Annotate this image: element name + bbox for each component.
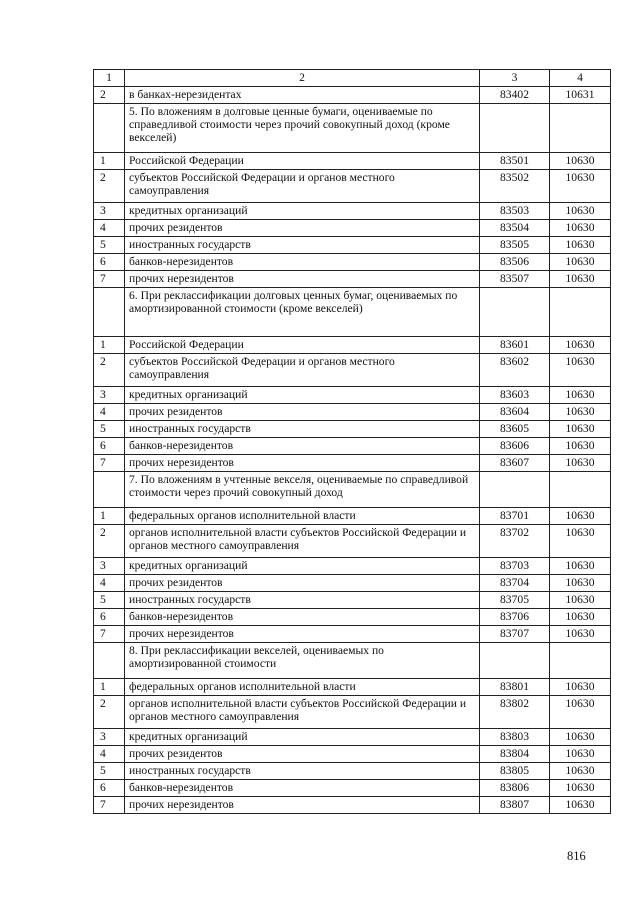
row-description: прочих резидентов xyxy=(125,404,480,421)
code-value: 10630 xyxy=(550,220,611,237)
row-description: кредитных организаций xyxy=(125,203,480,220)
account-number xyxy=(480,104,550,153)
row-description: Российской Федерации xyxy=(125,337,480,354)
header-col-1: 1 xyxy=(94,70,125,87)
table-row xyxy=(94,220,611,237)
code-value: 10630 xyxy=(550,337,611,354)
row-description: иностранных государств xyxy=(125,421,480,438)
table-header-row xyxy=(94,70,611,87)
row-description: 7. По вложениям в учтенные векселя, оцениваемые по справедливой стоимости через прочий совокупный доход xyxy=(125,472,480,508)
account-number: 83801 xyxy=(480,679,550,696)
code-value: 10630 xyxy=(550,508,611,525)
account-number: 83502 xyxy=(480,170,550,203)
row-number xyxy=(94,288,125,337)
row-description: кредитных организаций xyxy=(125,387,480,404)
account-number: 83506 xyxy=(480,254,550,271)
account-number: 83704 xyxy=(480,575,550,592)
code-value: 10630 xyxy=(550,404,611,421)
account-number: 83601 xyxy=(480,337,550,354)
table-row xyxy=(94,696,611,729)
row-number: 6 xyxy=(94,254,125,271)
account-number: 83604 xyxy=(480,404,550,421)
code-value: 10630 xyxy=(550,170,611,203)
account-number: 83803 xyxy=(480,729,550,746)
table-row xyxy=(94,609,611,626)
account-number: 83607 xyxy=(480,455,550,472)
row-number: 5 xyxy=(94,592,125,609)
code-value: 10630 xyxy=(550,763,611,780)
row-number: 4 xyxy=(94,746,125,763)
account-number: 83702 xyxy=(480,525,550,558)
account-number: 83606 xyxy=(480,438,550,455)
row-description: органов исполнительной власти субъектов Российской Федерации и органов местного самоуправления xyxy=(125,696,480,729)
row-description: кредитных организаций xyxy=(125,558,480,575)
row-description: прочих резидентов xyxy=(125,575,480,592)
row-description: прочих нерезидентов xyxy=(125,797,480,814)
table-row xyxy=(94,387,611,404)
table-row xyxy=(94,354,611,387)
code-value: 10630 xyxy=(550,387,611,404)
row-number xyxy=(94,472,125,508)
code-value: 10630 xyxy=(550,592,611,609)
account-number: 83602 xyxy=(480,354,550,387)
row-number: 3 xyxy=(94,387,125,404)
page-number: 816 xyxy=(567,849,586,863)
table-row xyxy=(94,455,611,472)
row-description: федеральных органов исполнительной власти xyxy=(125,679,480,696)
code-value: 10630 xyxy=(550,797,611,814)
account-number: 83504 xyxy=(480,220,550,237)
code-value: 10630 xyxy=(550,609,611,626)
code-value xyxy=(550,643,611,679)
account-number: 83402 xyxy=(480,87,550,104)
code-value: 10630 xyxy=(550,729,611,746)
row-number: 2 xyxy=(94,170,125,203)
section-heading-row xyxy=(94,472,611,508)
row-description: Российской Федерации xyxy=(125,153,480,170)
row-number: 7 xyxy=(94,455,125,472)
row-number: 6 xyxy=(94,438,125,455)
table-row xyxy=(94,780,611,797)
row-number: 7 xyxy=(94,626,125,643)
row-number: 1 xyxy=(94,508,125,525)
row-description: федеральных органов исполнительной власти xyxy=(125,508,480,525)
row-number: 6 xyxy=(94,780,125,797)
row-description: иностранных государств xyxy=(125,592,480,609)
row-description: прочих нерезидентов xyxy=(125,626,480,643)
table-row xyxy=(94,237,611,254)
table-row xyxy=(94,254,611,271)
header-col-2: 2 xyxy=(125,70,480,87)
row-number: 5 xyxy=(94,421,125,438)
code-value: 10631 xyxy=(550,87,611,104)
account-number xyxy=(480,288,550,337)
row-number: 2 xyxy=(94,525,125,558)
code-value: 10630 xyxy=(550,626,611,643)
row-number: 5 xyxy=(94,237,125,254)
table-row xyxy=(94,592,611,609)
account-number: 83703 xyxy=(480,558,550,575)
row-description: прочих резидентов xyxy=(125,220,480,237)
row-number: 3 xyxy=(94,729,125,746)
section-heading-row xyxy=(94,104,611,153)
row-number: 3 xyxy=(94,558,125,575)
code-value: 10630 xyxy=(550,575,611,592)
account-number: 83507 xyxy=(480,271,550,288)
account-number: 83701 xyxy=(480,508,550,525)
account-number: 83805 xyxy=(480,763,550,780)
code-value: 10630 xyxy=(550,455,611,472)
account-number: 83705 xyxy=(480,592,550,609)
row-description: органов исполнительной власти субъектов Российской Федерации и органов местного самоуправления xyxy=(125,525,480,558)
row-number: 1 xyxy=(94,679,125,696)
row-number: 2 xyxy=(94,354,125,387)
table-row xyxy=(94,797,611,814)
table-row xyxy=(94,575,611,592)
code-value: 10630 xyxy=(550,438,611,455)
code-value: 10630 xyxy=(550,203,611,220)
row-description: субъектов Российской Федерации и органов местного самоуправления xyxy=(125,354,480,387)
table-row xyxy=(94,525,611,558)
code-value: 10630 xyxy=(550,271,611,288)
header-col-3: 3 xyxy=(480,70,550,87)
code-value: 10630 xyxy=(550,354,611,387)
account-number: 83706 xyxy=(480,609,550,626)
table-row xyxy=(94,337,611,354)
row-number: 7 xyxy=(94,271,125,288)
table-row xyxy=(94,170,611,203)
row-description: банков-нерезидентов xyxy=(125,254,480,271)
row-number: 4 xyxy=(94,575,125,592)
section-heading-row xyxy=(94,288,611,337)
row-description: субъектов Российской Федерации и органов местного самоуправления xyxy=(125,170,480,203)
table-row xyxy=(94,746,611,763)
code-value: 10630 xyxy=(550,780,611,797)
table-row xyxy=(94,421,611,438)
code-value: 10630 xyxy=(550,679,611,696)
row-number: 3 xyxy=(94,203,125,220)
table-row xyxy=(94,271,611,288)
code-value xyxy=(550,288,611,337)
account-number: 83603 xyxy=(480,387,550,404)
row-number: 7 xyxy=(94,797,125,814)
code-value: 10630 xyxy=(550,558,611,575)
header-col-4: 4 xyxy=(550,70,611,87)
code-value: 10630 xyxy=(550,696,611,729)
row-description: банков-нерезидентов xyxy=(125,609,480,626)
row-number xyxy=(94,643,125,679)
row-number: 2 xyxy=(94,87,125,104)
account-number: 83806 xyxy=(480,780,550,797)
row-number: 1 xyxy=(94,337,125,354)
row-number: 4 xyxy=(94,404,125,421)
account-number: 83605 xyxy=(480,421,550,438)
account-table xyxy=(93,69,611,814)
account-number xyxy=(480,643,550,679)
row-description: прочих резидентов xyxy=(125,746,480,763)
row-description: 6. При реклассификации долговых ценных бумаг, оцениваемых по амортизированной стоимости (кроме векселей) xyxy=(125,288,480,337)
row-description: прочих нерезидентов xyxy=(125,271,480,288)
table-row xyxy=(94,153,611,170)
code-value: 10630 xyxy=(550,746,611,763)
table-row xyxy=(94,679,611,696)
account-number: 83503 xyxy=(480,203,550,220)
row-number xyxy=(94,104,125,153)
code-value: 10630 xyxy=(550,237,611,254)
row-description: иностранных государств xyxy=(125,237,480,254)
row-description: 8. При реклассификации векселей, оцениваемых по амортизированной стоимости xyxy=(125,643,480,679)
table-row xyxy=(94,203,611,220)
table-row xyxy=(94,763,611,780)
code-value xyxy=(550,472,611,508)
row-number: 6 xyxy=(94,609,125,626)
row-description: 5. По вложениям в долговые ценные бумаги, оцениваемые по справедливой стоимости через прочий совокупный доход (кроме векселей) xyxy=(125,104,480,153)
row-number: 5 xyxy=(94,763,125,780)
table-row xyxy=(94,404,611,421)
code-value: 10630 xyxy=(550,421,611,438)
table-row xyxy=(94,438,611,455)
code-value: 10630 xyxy=(550,525,611,558)
row-description: в банках-нерезидентах xyxy=(125,87,480,104)
account-number: 83707 xyxy=(480,626,550,643)
row-number: 1 xyxy=(94,153,125,170)
section-heading-row xyxy=(94,643,611,679)
row-number: 4 xyxy=(94,220,125,237)
row-description: иностранных государств xyxy=(125,763,480,780)
account-number xyxy=(480,472,550,508)
row-description: банков-нерезидентов xyxy=(125,780,480,797)
account-number: 83501 xyxy=(480,153,550,170)
table-row xyxy=(94,729,611,746)
row-number: 2 xyxy=(94,696,125,729)
table-row xyxy=(94,87,611,104)
table-row xyxy=(94,626,611,643)
table-row xyxy=(94,508,611,525)
code-value xyxy=(550,104,611,153)
table-row xyxy=(94,558,611,575)
account-number: 83807 xyxy=(480,797,550,814)
row-description: кредитных организаций xyxy=(125,729,480,746)
row-description: прочих нерезидентов xyxy=(125,455,480,472)
table-body xyxy=(94,70,611,814)
row-description: банков-нерезидентов xyxy=(125,438,480,455)
account-number: 83802 xyxy=(480,696,550,729)
account-number: 83505 xyxy=(480,237,550,254)
account-number: 83804 xyxy=(480,746,550,763)
code-value: 10630 xyxy=(550,153,611,170)
code-value: 10630 xyxy=(550,254,611,271)
